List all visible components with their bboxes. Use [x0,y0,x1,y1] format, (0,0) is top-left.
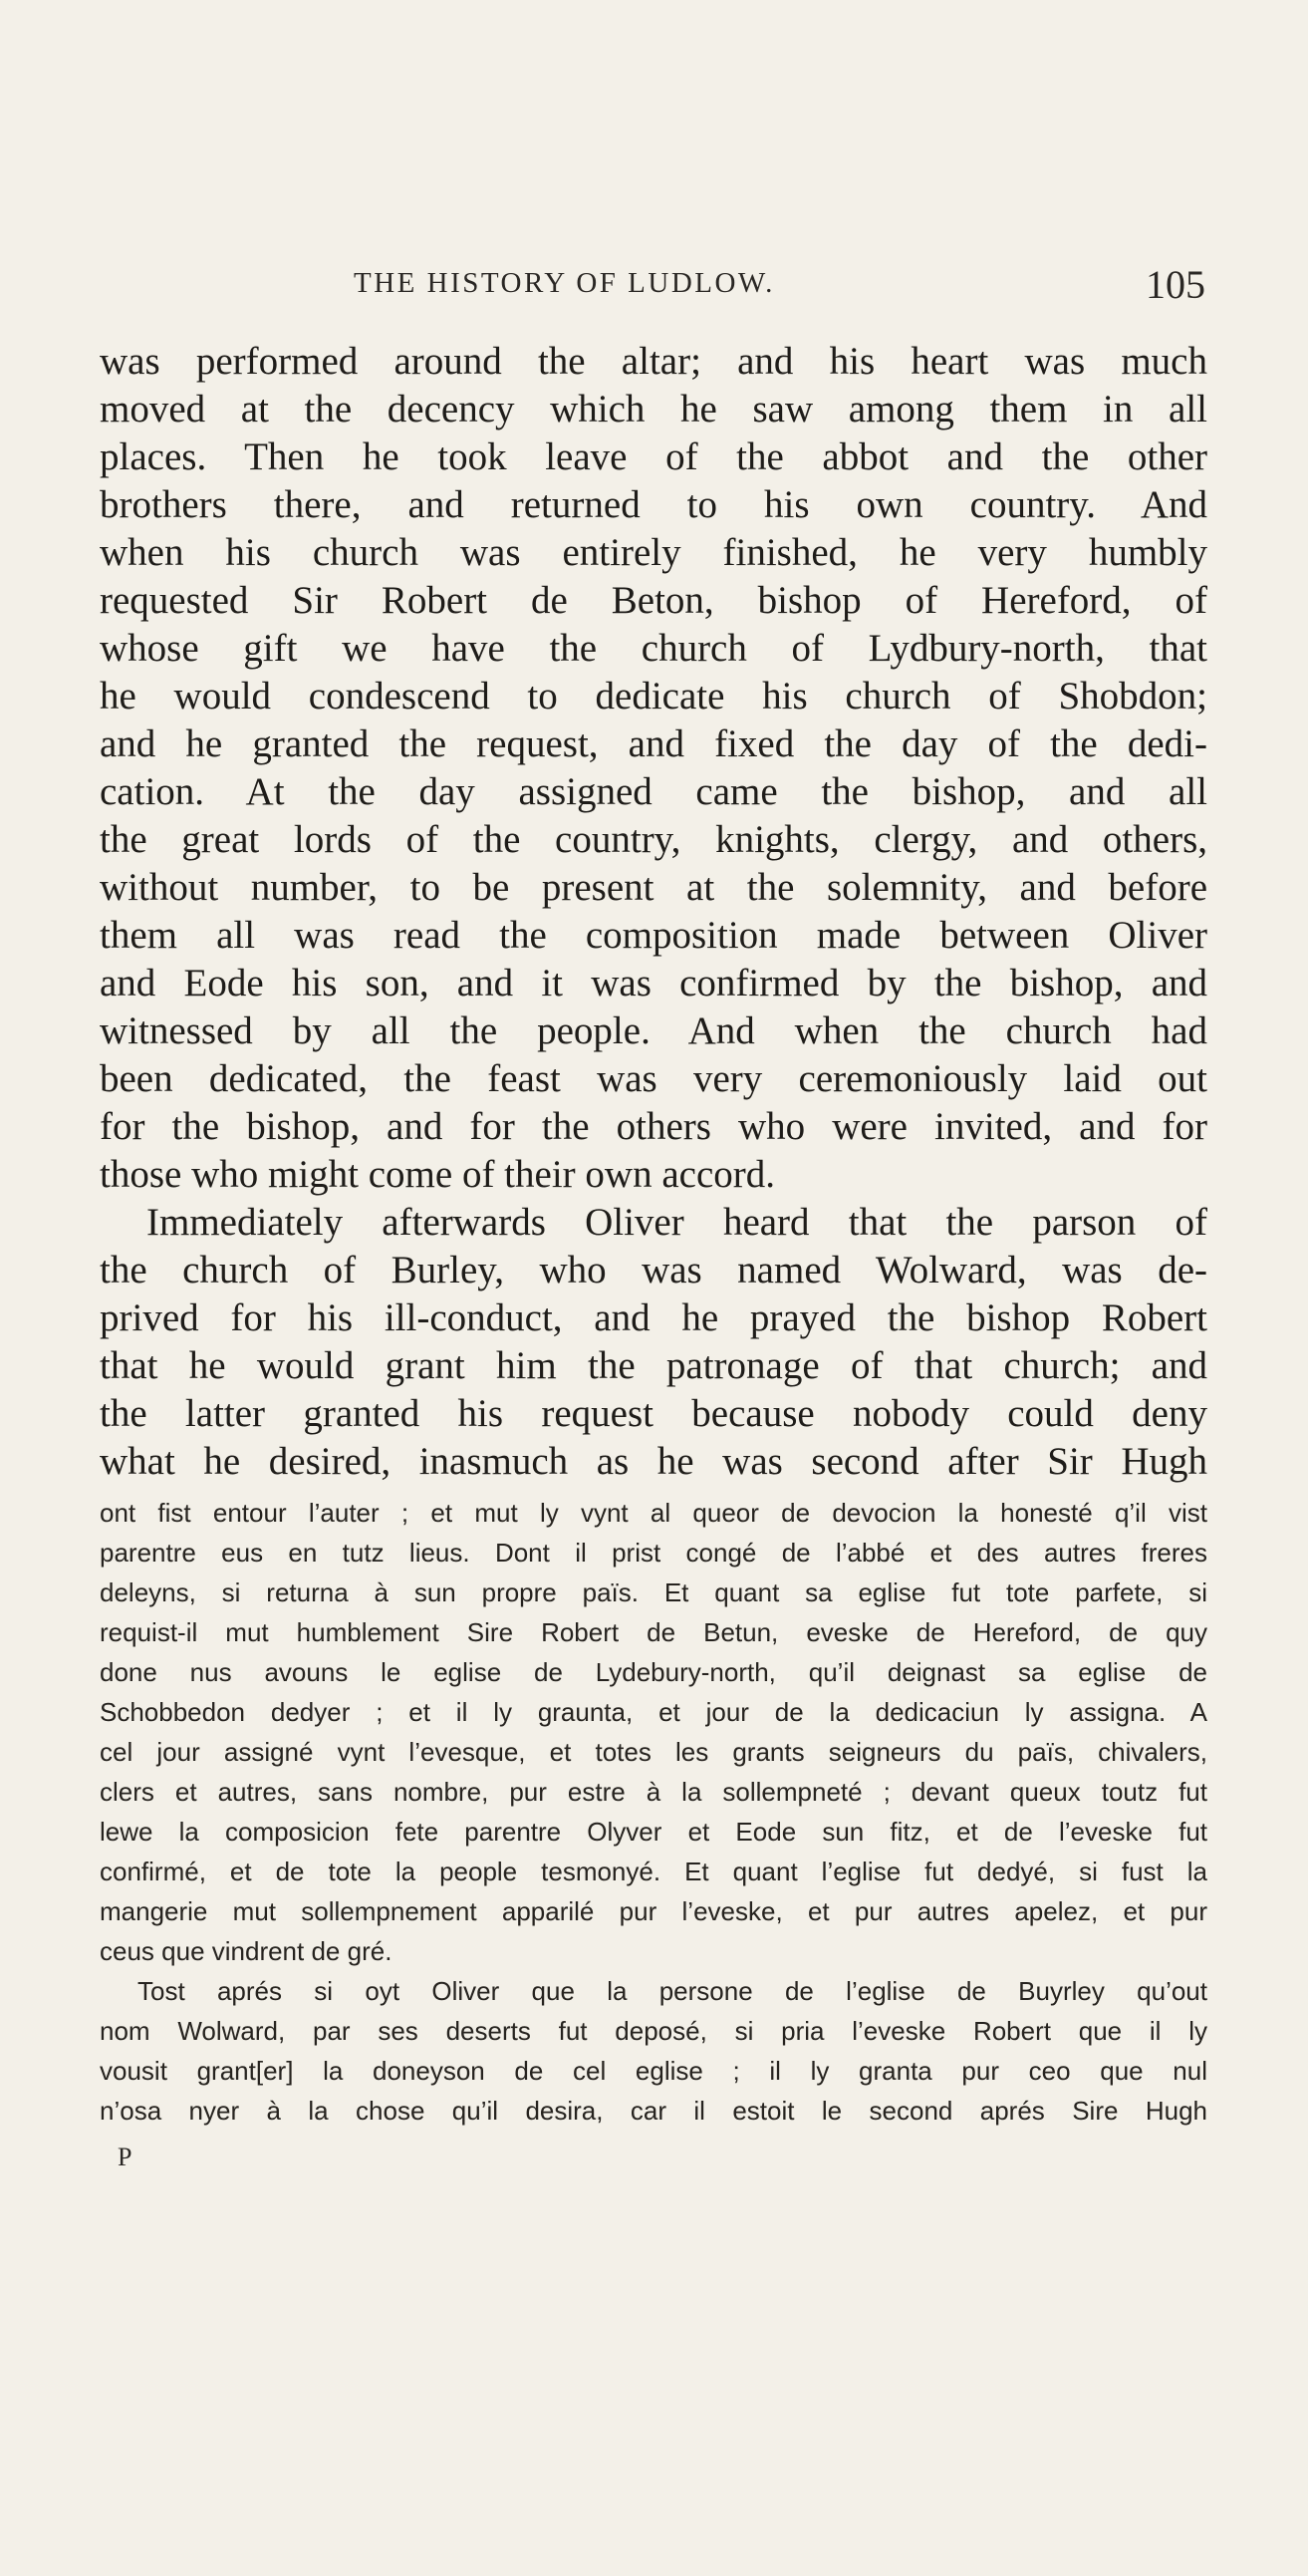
main-text-line: the great lords of the country, knights, clergy, and others, [100,818,1207,861]
page-number: 105 [1146,262,1205,307]
main-text-line: cation. At the day assigned came the bishop, and all [100,770,1207,813]
main-text-line: Immediately afterwards Oliver heard that the parson of [146,1201,1207,1244]
main-text-line: the church of Burley, who was named Wolward, was de- [100,1249,1207,1291]
footnote-line: deleyns, si returna à sun propre païs. Et quant sa eglise fut tote parfete, si [100,1577,1207,1607]
footnote-line: requist-il mut humblement Sire Robert de Betun, eveske de Hereford, de quy [100,1617,1207,1647]
footnote-line: ceus que vindrent de gré. [100,1936,392,1966]
main-text-line: those who might come of their own accord. [100,1153,775,1196]
main-text-line: for the bishop, and for the others who were invited, and for [100,1105,1207,1148]
main-text-line: that he would grant him the patronage of that church; and [100,1344,1207,1387]
footnote-line: clers et autres, sans nombre, pur estre à la sollempneté ; devant queux toutz fut [100,1777,1207,1807]
main-text-line: requested Sir Robert de Beton, bishop of Hereford, of [100,579,1207,622]
main-text-line: moved at the decency which he saw among them in all [100,388,1207,430]
main-text-line: been dedicated, the feast was very ceremoniously laid out [100,1057,1207,1100]
running-title: THE HISTORY OF LUDLOW. [354,267,775,299]
main-text-line: whose gift we have the church of Lydbury-north, that [100,627,1207,670]
footnote-line: confirmé, et de tote la people tesmonyé. Et quant l’eglise fut dedyé, si fust la [100,1857,1207,1886]
main-text-line: the latter granted his request because nobody could deny [100,1392,1207,1435]
main-text-line: without number, to be present at the solemnity, and before [100,866,1207,909]
footnote-line: Schobbedon dedyer ; et il ly graunta, et jour de la dedicaciun ly assigna. A [100,1697,1207,1727]
footnote-line: cel jour assigné vynt l’evesque, et totes les grants seigneurs du païs, chivalers, [100,1737,1207,1767]
main-text-line: was performed around the altar; and his heart was much [100,340,1207,383]
footnote-line: ont fist entour l’auter ; et mut ly vynt al queor de devocion la honesté q’il vist [100,1498,1207,1528]
main-text-line: he would condescend to dedicate his church of Shobdon; [100,675,1207,717]
main-text-line: when his church was entirely finished, he very humbly [100,531,1207,574]
main-text-line: and he granted the request, and fixed the day of the dedi- [100,722,1207,765]
main-text-line: and Eode his son, and it was confirmed by the bishop, and [100,962,1207,1004]
footnote-line: mangerie mut sollempnement apparilé pur l’eveske, et pur autres apelez, et pur [100,1896,1207,1926]
footnote-line: n’osa nyer à la chose qu’il desira, car il estoit le second aprés Sire Hugh [100,2096,1207,2126]
footnote-line: vousit grant[er] la doneyson de cel eglise ; il ly granta pur ceo que nul [100,2056,1207,2086]
footnote-line: lewe la composicion fete parentre Olyver et Eode sun fitz, et de l’eveske fut [100,1817,1207,1847]
footnote-line: done nus avouns le eglise de Lydebury-north, qu’il deignast sa eglise de [100,1657,1207,1687]
main-text-line: what he desired, inasmuch as he was second after Sir Hugh [100,1440,1207,1483]
footnote-line: nom Wolward, par ses deserts fut deposé, si pria l’eveske Robert que il ly [100,2016,1207,2046]
main-text-line: prived for his ill-conduct, and he prayed the bishop Robert [100,1296,1207,1339]
footnote-line: parentre eus en tutz lieus. Dont il prist congé de l’abbé et des autres freres [100,1538,1207,1568]
main-text-line: them all was read the composition made between Oliver [100,914,1207,957]
main-text-line: places. Then he took leave of the abbot and the other [100,435,1207,478]
running-head [0,262,1308,307]
main-text-line: brothers there, and returned to his own country. And [100,483,1207,526]
footnote-line: Tost aprés si oyt Oliver que la persone de l’eglise de Buyrley qu’out [137,1976,1207,2006]
signature-mark: P [118,2143,132,2171]
main-text-line: witnessed by all the people. And when the church had [100,1009,1207,1052]
